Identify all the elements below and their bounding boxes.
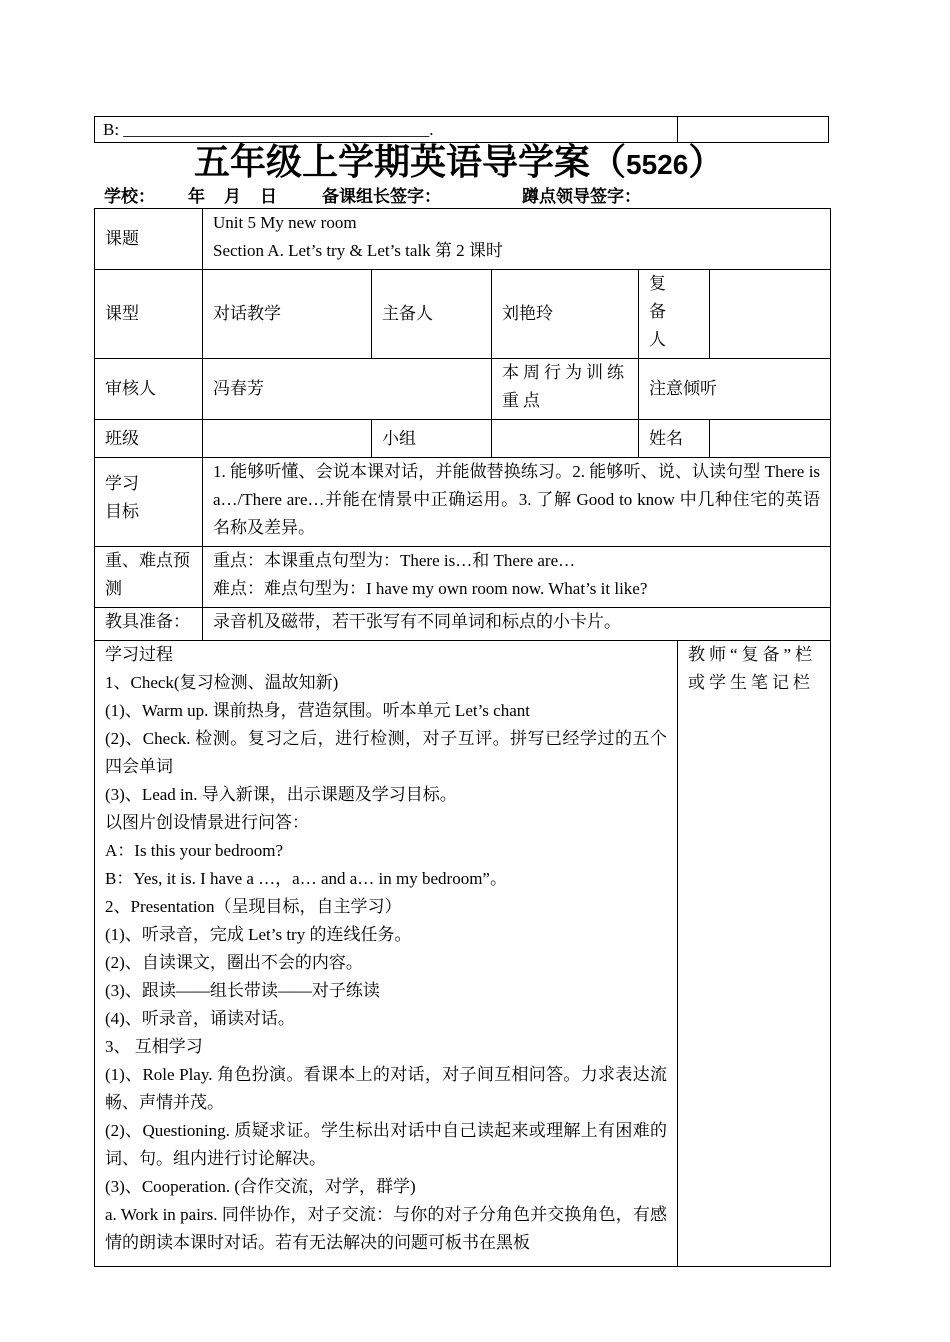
topic-label: 课题 bbox=[95, 209, 203, 270]
process-line: (1)、听录音，完成 Let’s try 的连线任务。 bbox=[105, 925, 412, 944]
page-title bbox=[194, 140, 794, 186]
table-row bbox=[95, 458, 831, 547]
process-line: 2、Presentation（呈现目标，自主学习） bbox=[105, 897, 402, 916]
reviewer-label: 审核人 bbox=[95, 359, 203, 420]
learning-process bbox=[95, 641, 678, 1267]
school-label: 学校： bbox=[104, 187, 155, 207]
header-answer-row bbox=[94, 116, 829, 143]
month-label: 月 bbox=[224, 187, 241, 207]
key-points bbox=[203, 547, 831, 608]
lead-prep-value: 刘艳玲 bbox=[492, 270, 639, 359]
empty-note-cell bbox=[678, 117, 828, 142]
group-value bbox=[492, 420, 639, 458]
title-close: ） bbox=[688, 142, 725, 183]
class-value bbox=[203, 420, 372, 458]
table-row bbox=[95, 641, 831, 1267]
class-label: 班级 bbox=[95, 420, 203, 458]
weekly-focus-label: 本周行为训练重点 bbox=[492, 359, 639, 420]
process-line: (4)、听录音，诵读对话。 bbox=[105, 1009, 295, 1028]
process-line: (1)、Warm up. 课前热身，营造氛围。听本单元 Let’s chant bbox=[105, 701, 530, 720]
table-row bbox=[95, 359, 831, 420]
process-line: (3)、跟读——组长带读——对子练读 bbox=[105, 981, 380, 1000]
table-row bbox=[95, 270, 831, 359]
supervisor-sign-label: 蹲点领导签字： bbox=[522, 187, 641, 207]
weekly-focus-value: 注意倾听 bbox=[639, 359, 831, 420]
process-line: (3)、Cooperation. (合作交流，对学，群学) bbox=[105, 1177, 416, 1196]
lesson-plan-table bbox=[94, 208, 831, 1267]
group-label: 小组 bbox=[372, 420, 492, 458]
process-line: 以图片创设情景进行问答： bbox=[105, 813, 309, 832]
table-row bbox=[95, 420, 831, 458]
title-code: 5526 bbox=[626, 149, 689, 180]
process-line: (2)、自读课文，圈出不会的内容。 bbox=[105, 953, 363, 972]
reviewer-value: 冯春芳 bbox=[203, 359, 492, 420]
goal-label bbox=[95, 458, 203, 547]
topic-line-2: Section A. Let’s try & Let’s talk 第 2 课时 bbox=[213, 241, 503, 260]
answer-line-b: B: ____________________________________. bbox=[95, 117, 678, 142]
process-line: (2)、Check. 检测。复习之后，进行检测，对子互评。拼写已经学过的五个四会单词 bbox=[105, 729, 667, 776]
tools-label: 教具准备： bbox=[95, 608, 203, 641]
name-value bbox=[710, 420, 831, 458]
side-note-column: 教师“复备”栏或学生笔记栏 bbox=[678, 641, 831, 1267]
tools-value: 录音机及磁带，若干张写有不同单词和标点的小卡片。 bbox=[203, 608, 831, 641]
goal-label-line-1: 学习 bbox=[105, 474, 139, 493]
key-point: 重点：本课重点句型为：There is…和 There are… bbox=[213, 551, 576, 570]
goal-label-line-2: 目标 bbox=[105, 502, 139, 521]
process-line: a. Work in pairs. 同伴协作，对子交流：与你的对子分角色并交换角色，有感情的朗读本课时对话。若有无法解决的问题可板书在黑板 bbox=[105, 1205, 667, 1252]
co-prep-value bbox=[710, 270, 831, 359]
key-label: 重、难点预测 bbox=[95, 547, 203, 608]
type-value: 对话教学 bbox=[203, 270, 372, 359]
lead-prep-label: 主备人 bbox=[372, 270, 492, 359]
table-row bbox=[95, 547, 831, 608]
day-label: 日 bbox=[260, 187, 277, 207]
process-line: (2)、Questioning. 质疑求证。学生标出对话中自己读起来或理解上有困难的词、句。组内进行讨论解决。 bbox=[105, 1121, 667, 1168]
process-lines bbox=[105, 641, 667, 1257]
table-row bbox=[95, 209, 831, 270]
table-row bbox=[95, 608, 831, 641]
leader-sign-label: 备课组长签字： bbox=[322, 187, 441, 207]
type-label: 课型 bbox=[95, 270, 203, 359]
goal-text: 1. 能够听懂、会说本课对话，并能做替换练习。2. 能够听、说、认读句型 There is a…/There are…并能在情景中正确运用。3. 了解 Good to know 中几种住宅的英语名称及差异。 bbox=[203, 458, 831, 547]
co-prep-label: 复 备 人 bbox=[639, 270, 710, 359]
topic-value bbox=[203, 209, 831, 270]
process-line: 1、Check(复习检测、温故知新) bbox=[105, 673, 339, 692]
process-line: A：Is this your bedroom? bbox=[105, 841, 284, 860]
process-line: 学习过程 bbox=[105, 645, 173, 664]
difficult-point: 难点：难点句型为：I have my own room now. What’s it like? bbox=[213, 579, 648, 598]
year-label: 年 bbox=[188, 187, 205, 207]
process-line: B：Yes, it is. I have a …，a… and a… in my bedroom”。 bbox=[105, 869, 507, 888]
name-label: 姓名 bbox=[639, 420, 710, 458]
topic-line-1: Unit 5 My new room bbox=[213, 213, 357, 232]
title-main: 五年级上学期英语导学案（ bbox=[194, 142, 627, 183]
process-line: (3)、Lead in. 导入新课，出示课题及学习目标。 bbox=[105, 785, 457, 804]
process-line: 3、 互相学习 bbox=[105, 1037, 203, 1056]
process-line: (1)、Role Play. 角色扮演。看课本上的对话，对子间互相问答。力求表达流畅、声情并茂。 bbox=[105, 1065, 667, 1112]
